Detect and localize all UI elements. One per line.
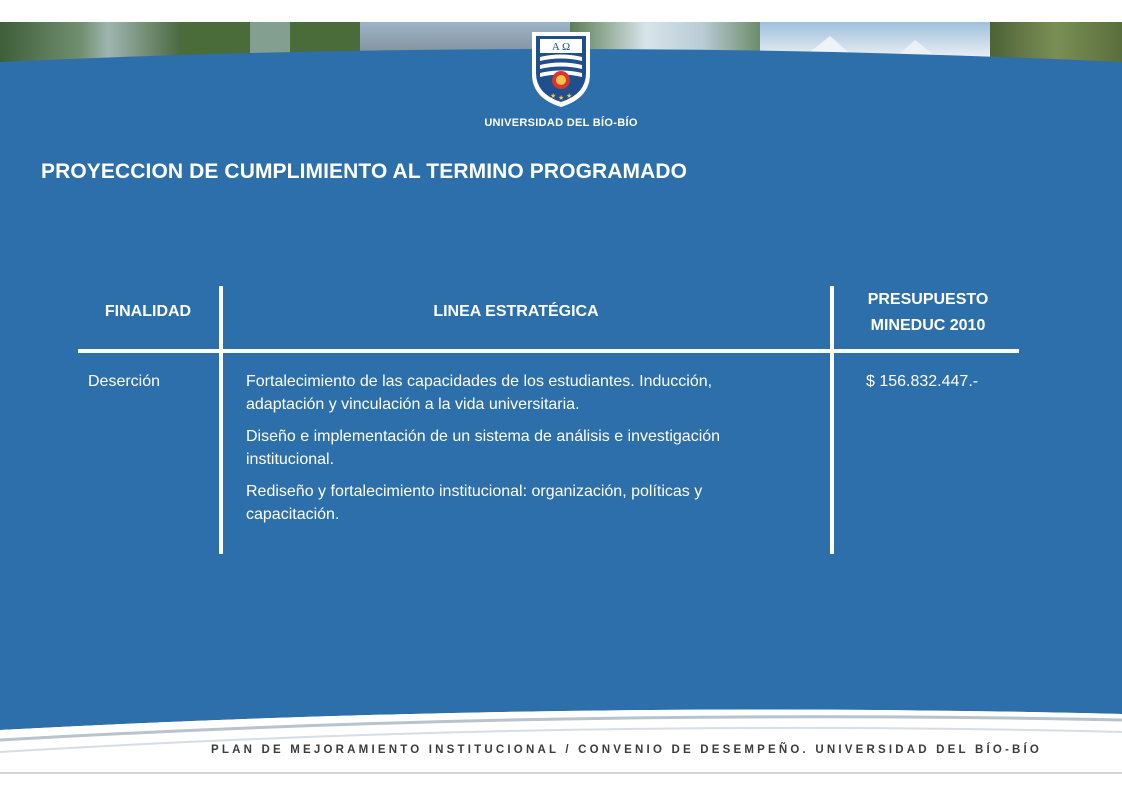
column-header-finalidad: FINALIDAD: [104, 303, 192, 320]
cell-presupuesto: $ 156.832.447.-: [866, 373, 979, 390]
svg-text:★: ★: [566, 92, 573, 100]
cell-linea-estrategica: [246, 370, 766, 535]
table-divider-1: [219, 286, 223, 554]
university-name: UNIVERSIDAD DEL BÍO-BÍO: [484, 117, 638, 129]
column-header-linea-estrategica: LINEA ESTRATÉGICA: [433, 303, 599, 320]
table-divider-2: [830, 286, 834, 554]
footer-text: PLAN DE MEJORAMIENTO INSTITUCIONAL / CONVENIO DE DESEMPEÑO. UNIVERSIDAD DEL BÍO-BÍO: [211, 744, 1043, 756]
column-header-presupuesto-line2: MINEDUC 2010: [870, 317, 986, 334]
column-header-presupuesto-line1: PRESUPUESTO: [867, 291, 989, 308]
table-header-rule: [78, 349, 1019, 353]
cell-finalidad: Deserción: [88, 373, 161, 390]
slide-title: PROYECCION DE CUMPLIMIENTO AL TERMINO PROGRAMADO: [41, 160, 688, 183]
crest-letters: A Ω: [551, 41, 571, 53]
linea-paragraph: Diseño e implementación de un sistema de análisis e investigación institucional.: [246, 428, 721, 468]
svg-text:★: ★: [550, 92, 557, 100]
svg-text:★: ★: [558, 94, 565, 102]
column-header-presupuesto: [836, 287, 1020, 339]
university-crest-logo: [528, 30, 594, 108]
linea-paragraph: Rediseño y fortalecimiento institucional: organización, políticas y capacitación.: [246, 483, 703, 523]
linea-paragraph: Fortalecimiento de las capacidades de los estudiantes. Inducción, adaptación y vinculación a la vida universitaria.: [246, 373, 713, 413]
